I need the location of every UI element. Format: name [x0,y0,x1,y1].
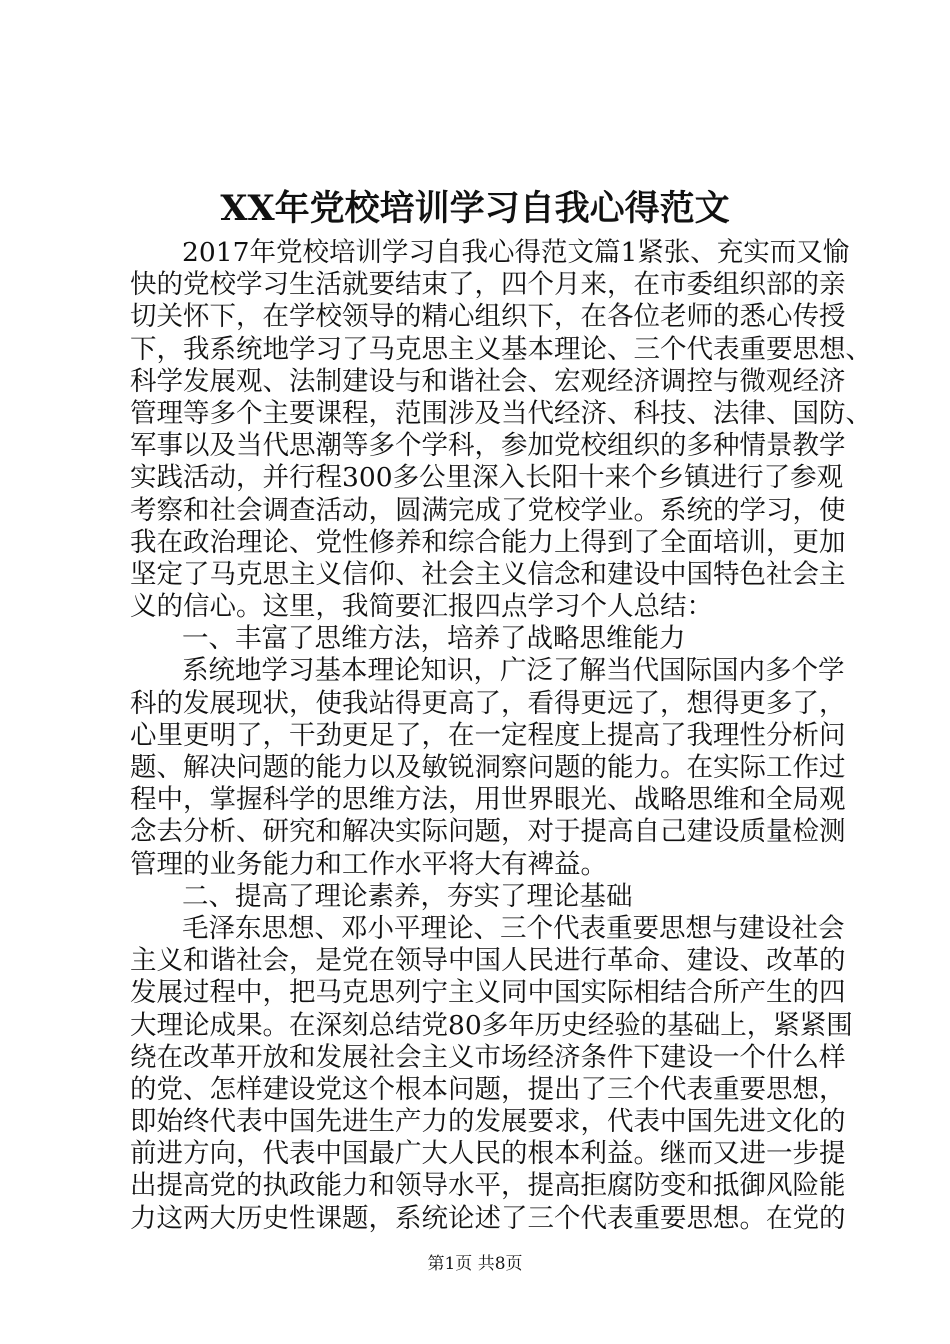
body-line: 下，我系统地学习了马克思主义基本理论、三个代表重要思想、 [130,333,872,365]
body-line: 毛泽东思想、邓小平理论、三个代表重要思想与建设社会 [182,912,845,944]
body-line: 快的党校学习生活就要结束了，四个月来，在市委组织部的亲 [130,269,846,301]
body-line: 管理的业务能力和工作水平将大有裨益。 [130,848,607,880]
body-line: 管理等多个主要课程，范围涉及当代经济、科技、法律、国防、 [130,397,872,429]
body-line: 坚定了马克思主义信仰、社会主义信念和建设中国特色社会主 [130,558,846,590]
body-line: 绕在改革开放和发展社会主义市场经济条件下建设一个什么样 [130,1041,846,1073]
body-line: 念去分析、研究和解决实际问题，对于提高自己建设质量检测 [130,816,846,848]
document-body [130,237,872,1235]
body-line: 的党、怎样建设党这个根本问题，提出了三个代表重要思想， [130,1073,846,1105]
body-line: 科的发展现状，使我站得更高了，看得更远了，想得更多了， [130,687,846,719]
body-line: 出提高党的执政能力和领导水平，提高拒腐防变和抵御风险能 [130,1170,846,1202]
page-number-footer: 第1页 共8页 [427,1254,523,1274]
body-line: 前进方向，代表中国最广大人民的根本利益。继而又进一步提 [130,1138,846,1170]
body-line: 义的信心。这里，我简要汇报四点学习个人总结： [130,591,713,623]
body-line: 实践活动，并行程300多公里深入长阳十来个乡镇进行了参观 [130,462,844,494]
section-heading: 二、提高了理论素养，夯实了理论基础 [182,880,633,912]
body-line: 考察和社会调查活动，圆满完成了党校学业。系统的学习，使 [130,494,846,526]
body-line: 即始终代表中国先进生产力的发展要求，代表中国先进文化的 [130,1106,846,1138]
body-line: 切关怀下，在学校领导的精心组织下，在各位老师的悉心传授 [130,301,846,333]
body-line: 我在政治理论、党性修养和综合能力上得到了全面培训，更加 [130,526,846,558]
document-title: XX年党校培训学习自我心得范文 [220,188,730,229]
section-heading: 一、丰富了思维方法，培养了战略思维能力 [182,623,686,655]
body-line: 题、解决问题的能力以及敏锐洞察问题的能力。在实际工作过 [130,752,846,783]
body-line: 主义和谐社会，是党在领导中国人民进行革命、建设、改革的 [130,945,846,977]
body-line: 发展过程中，把马克思列宁主义同中国实际相结合所产生的四 [130,977,846,1009]
body-line: 力这两大历史性课题，系统论述了三个代表重要思想。在党的 [130,1202,846,1234]
body-line: 军事以及当代思潮等多个学科，参加党校组织的多种情景教学 [130,430,846,462]
body-line: 2017年党校培训学习自我心得范文篇1紧张、充实而又愉 [182,237,850,268]
body-line: 系统地学习基本理论知识，广泛了解当代国际国内多个学 [182,655,845,687]
body-line: 大理论成果。在深刻总结党80多年历史经验的基础上，紧紧围 [130,1009,853,1041]
body-line: 科学发展观、法制建设与和谐社会、宏观经济调控与微观经济 [130,365,846,397]
body-line: 程中，掌握科学的思维方法，用世界眼光、战略思维和全局观 [130,784,846,816]
body-line: 心里更明了，干劲更足了，在一定程度上提高了我理性分析问 [130,719,846,751]
